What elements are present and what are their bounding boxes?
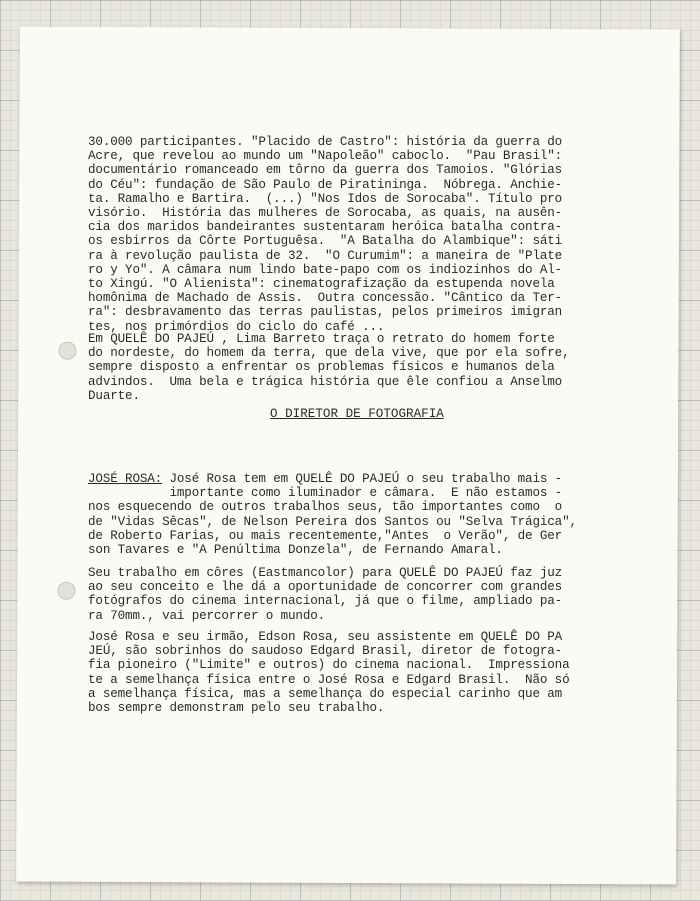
text-line: Duarte.: [88, 388, 140, 403]
text-line: cia dos maridos bandeirantes sustentaram heróica batalha contra-: [88, 220, 563, 235]
text-line: advindos. Uma bela e trágica história que êle confiou a Anselmo: [88, 374, 563, 389]
text-line: Seu trabalho em côres (Eastmancolor) para QUELÊ DO PAJEÚ faz juz: [88, 566, 563, 580]
text-line: homônima de Machado de Assis. Outra concessão. "Cântico da Ter-: [88, 291, 563, 306]
text-line: 30.000 participantes. "Placido de Castro": história da guerra do: [88, 135, 563, 149]
text-line: documentário romanceado em tôrno da guerra dos Tamoios. "Glórias: [88, 163, 563, 178]
text-line: ta. Ramalho e Bartira. (...) "Nos Idos de Sorocaba". Título pro: [88, 191, 563, 206]
text-line: fotógrafos do cinema internacional, já que o filme, ampliado pa-: [88, 594, 563, 609]
text-line: to Xingú. "O Alienista": cinematografização da estupenda novela: [88, 277, 555, 292]
jose-rosa-label: JOSÉ ROSA:: [88, 472, 163, 486]
text-line: ra": desbravamento das terras paulistas, pelos primeiros imigran: [88, 305, 563, 320]
text-line: Acre, que revelou ao mundo um "Napoleão" caboclo. "Pau Brasil":: [88, 149, 563, 164]
text-line: de Roberto Farias, ou mais recentemente,"Antes o Verão", de Ger: [88, 528, 563, 543]
text-line: fia pioneiro ("Limite" e outros) do cinema nacional. Impressiona: [88, 658, 570, 673]
text-line: te a semelhança física entre o José Rosa e Edgard Brasil. Não só: [88, 672, 570, 687]
text-line: nos esquecendo de outros trabalhos seus, tão importantes como o: [88, 500, 563, 515]
text-line: Em QUELÊ DO PAJEÚ , Lima Barreto traça o retrato do homem forte: [88, 332, 555, 346]
section-title: O DIRETOR DE FOTOGRAFIA: [270, 407, 444, 421]
text-line: de "Vidas Sêcas", de Nelson Pereira dos Santos ou "Selva Trágica",: [88, 514, 577, 529]
punch-hole-bottom: [57, 582, 75, 600]
text-line: tes, nos primórdios do ciclo do café ...: [88, 319, 385, 334]
text-line: ra à revolução paulista de 32. "O Curumim": a maneira de "Plate: [88, 248, 563, 263]
text-line: sempre disposto a enfrentar os problemas físicos e humanos dela: [88, 360, 555, 375]
paragraph-jose-rosa: [88, 472, 608, 557]
paragraph-edson-rosa: [88, 630, 608, 715]
paragraph-quele-do-pajeu: [88, 332, 608, 403]
text-line: importante como iluminador e câmara. E não estamos -: [88, 486, 563, 501]
text-line: os esbirros da Côrte Portuguêsa. "A Batalha do Alambique": sáti: [88, 234, 563, 249]
text-line: do nordeste, do homem da terra, que dela vive, que por ela sofre,: [88, 346, 570, 361]
paragraph-film-list: [88, 135, 608, 334]
punch-hole-top: [58, 342, 76, 360]
text-line: JEÚ, são sobrinhos do saudoso Edgard Brasil, diretor de fotogra-: [88, 644, 563, 659]
text-line: do Céu": fundação de São Paulo de Piratininga. Nóbrega. Anchie-: [88, 177, 563, 192]
text-line: a semelhança física, mas a semelhança do especial carinho que am: [88, 686, 563, 701]
text-line: ao seu conceito e lhe dá a oportunidade de concorrer com grandes: [88, 580, 563, 595]
paragraph-eastmancolor: [88, 566, 608, 623]
text-line: visório. História das mulheres de Sorocaba, as quais, na ausên-: [88, 206, 563, 221]
text-line: José Rosa e seu irmão, Edson Rosa, seu assistente em QUELÊ DO PA: [88, 630, 563, 644]
text-line: son Tavares e "A Penúltima Donzela", de Fernando Amaral.: [88, 543, 503, 558]
text-line: ra 70mm., vai percorrer o mundo.: [88, 608, 326, 623]
text-line-first: [88, 472, 608, 486]
text-line: ro y Yo". A câmara num lindo bate-papo com os indiozinhos do Al-: [88, 262, 563, 277]
jose-rosa-intro: José Rosa tem em QUELÊ DO PAJEÚ o seu trabalho mais -: [162, 472, 563, 486]
text-line: bos sempre demonstram pelo seu trabalho.: [88, 701, 385, 716]
